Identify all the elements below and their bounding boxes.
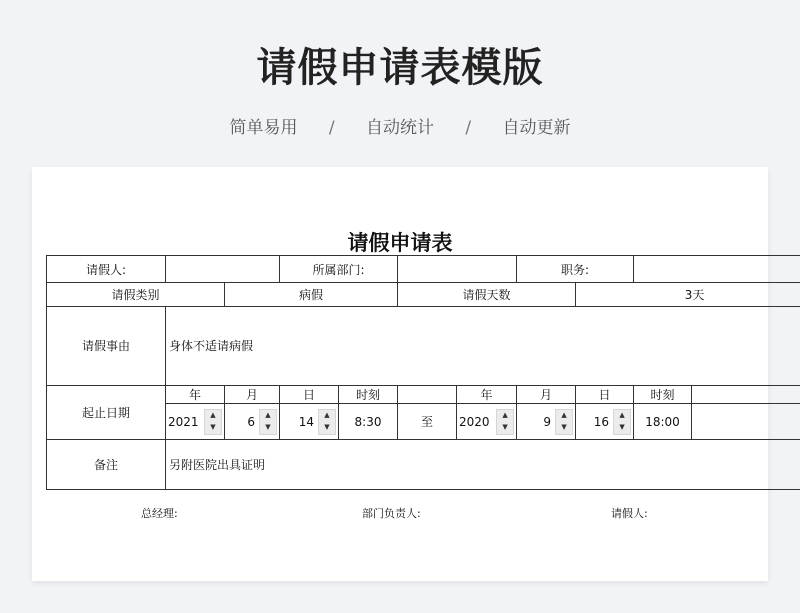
- department-input[interactable]: [398, 256, 517, 283]
- department-label: 所属部门:: [280, 256, 398, 283]
- start-month-header: 月: [225, 385, 280, 403]
- end-day-stepper[interactable]: [576, 403, 634, 439]
- remarks-label: 备注: [47, 440, 166, 490]
- applicant-signature-label: 请假人:: [611, 507, 648, 520]
- spinner-arrows-icon[interactable]: ▲ ▼: [204, 409, 222, 435]
- position-input[interactable]: [634, 256, 800, 283]
- blank-header: [398, 385, 457, 403]
- start-day-header: 日: [280, 385, 339, 403]
- applicant-input[interactable]: [166, 256, 280, 283]
- start-year-header: 年: [166, 385, 225, 403]
- spinner-arrows-icon[interactable]: ▲ ▼: [318, 409, 336, 435]
- feature-auto-stats: 自动统计: [366, 118, 434, 138]
- end-day-header: 日: [576, 385, 634, 403]
- blank-cell: [692, 403, 800, 439]
- end-month-stepper[interactable]: [517, 403, 576, 439]
- blank-header: [692, 385, 800, 403]
- end-year-header: 年: [457, 385, 517, 403]
- leave-days-label: 请假天数: [398, 283, 576, 306]
- position-label: 职务:: [517, 256, 634, 283]
- leave-type-value[interactable]: 病假: [225, 283, 398, 306]
- leave-type-label: 请假类别: [47, 283, 225, 306]
- end-year-stepper[interactable]: [457, 403, 517, 439]
- start-time-header: 时刻: [339, 385, 398, 403]
- end-time-value[interactable]: 18:00: [634, 403, 692, 439]
- start-day-value: 14: [298, 414, 314, 429]
- spinner-arrows-icon[interactable]: ▲ ▼: [613, 409, 631, 435]
- start-year-value: 2021: [168, 414, 199, 429]
- start-year-stepper[interactable]: [166, 403, 225, 439]
- dept-head-signature-label: 部门负责人:: [362, 507, 421, 520]
- signature-row: [46, 505, 753, 523]
- end-month-header: 月: [517, 385, 576, 403]
- feature-tagline: [0, 113, 800, 138]
- end-day-value: 16: [593, 414, 610, 429]
- page-title: 请假申请表模版: [256, 45, 544, 91]
- start-month-value: 6: [247, 414, 255, 429]
- manager-signature-label: 总经理:: [141, 507, 178, 520]
- reason-value[interactable]: 身体不适请病假: [166, 306, 800, 385]
- to-label: 至: [398, 403, 457, 439]
- end-time-header: 时刻: [634, 385, 692, 403]
- spinner-arrows-icon[interactable]: ▲ ▼: [555, 409, 573, 435]
- remarks-value[interactable]: 另附医院出具证明: [166, 440, 800, 490]
- start-time-value[interactable]: 8:30: [339, 403, 398, 439]
- date-label: 起止日期: [47, 385, 166, 440]
- end-month-value: 9: [543, 414, 552, 429]
- leave-days-value[interactable]: 3天: [576, 283, 800, 306]
- start-month-stepper[interactable]: [225, 403, 280, 439]
- end-year-value: 2020: [459, 414, 490, 429]
- start-day-stepper[interactable]: [280, 403, 339, 439]
- feature-easy: 简单易用: [229, 118, 298, 138]
- spinner-arrows-icon[interactable]: ▲ ▼: [496, 409, 514, 435]
- separator: /: [465, 118, 472, 138]
- form-title: 请假申请表: [347, 231, 453, 255]
- reason-label: 请假事由: [47, 306, 166, 385]
- feature-auto-update: 自动更新: [502, 118, 571, 138]
- spreadsheet-sheet: [32, 167, 768, 581]
- leave-form-table: [46, 255, 800, 490]
- spinner-arrows-icon[interactable]: ▲ ▼: [259, 409, 277, 435]
- applicant-label: 请假人:: [47, 256, 166, 283]
- separator: /: [328, 118, 335, 138]
